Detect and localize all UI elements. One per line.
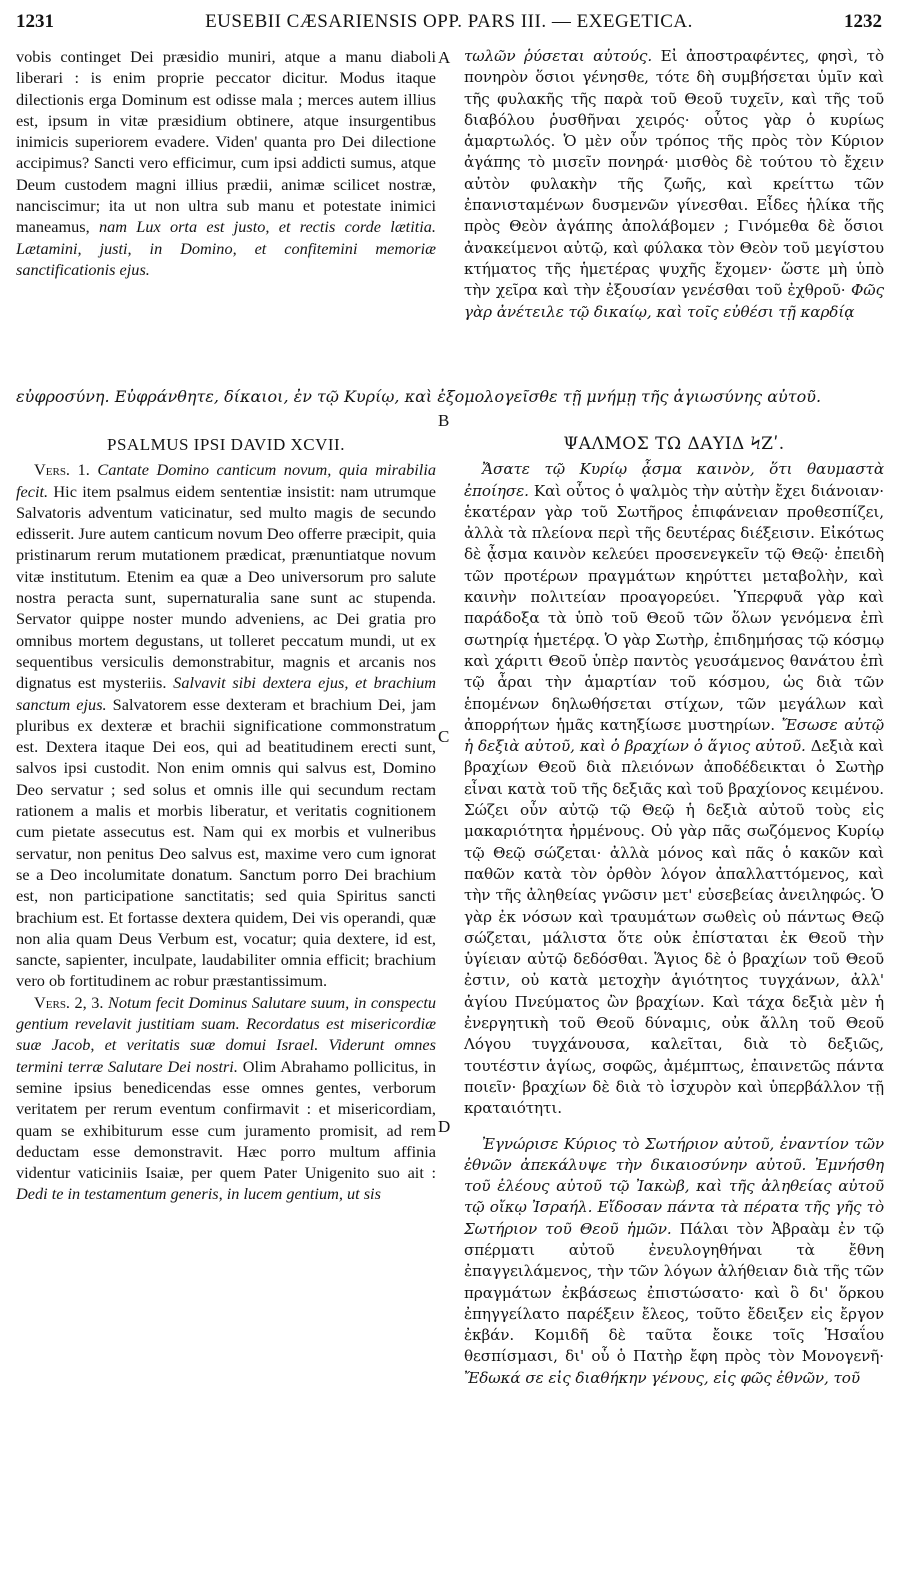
latin-text: Hic item psalmus eidem sententiæ insistit: nam utrumque Salvatoris adventum vaticinatur, sed multo magis de secundo edisserit. Jure autem canticum novum Deo offerre præcipit, quia pristinarum rerum mutationem prædicat, prænuntiatque novum vitæ institutum. Etenim ea quæ a Deo universorum pro salute nostra peracta sunt, supernaturalia sane sunt ac stupenda. Servator quippe noster mundo adveniens, ac Dei gratia pro omnibus mortem degustans, ut tolleret peccatum mundi, ut ex sequentibus versiculis demonstrabitur, magnis et arcanis nos dignatus est mysteriis. — [16, 481, 437, 693]
margin-marker-b: B — [438, 411, 450, 430]
greek-text: Πάλαι τὸν Ἀβραὰμ ἐν τῷ σπέρματι αὐτοῦ ἐνευλογηθήναι τὰ ἔθνη ἐπαγγειλάμενος, τὴν τῶν λόγων ἀλήθειαν διὰ τῆς τῶν πραγμάτων ἐκβάσεως ἐπιστώσατο· καὶ ὃ δι' ὅρκου ἐπηγγείλατο παρέξειν ἔλεος, τοῦτο ἔδειξεν εἰς ἔργον ἐκβάν. Κομιδῆ δὲ ταῦτα ἔοικε τοῖς Ἡσαΐου θεσπίσμασι, δι' οὗ ὁ Πατὴρ ἔφη πρὸς τὸν Μονογενῆ· — [464, 1219, 884, 1366]
latin-text: Olim Abrahamo pollicitus, in semine ipsius benedicendas esse omnes gentes, verborum veritatem per rerum eventum confirmavit : et misericordiam, quam se exhibiturum esse cum juramento promisit, ad rem deductam esse demonstravit. Hæc porro multum affinia videntur vaticiniis Isaiæ, per quem Pater Unigenito suo ait : — [16, 1056, 436, 1183]
latin-psalm-heading: PSALMUS IPSI DAVID XCVII. — [107, 435, 345, 454]
latin-text: vobis continget Dei præsidio muniri, atque a manu diaboli liberari : is enim proprie peccator dicitur. Modus itaque dilectionis erga Dominum est odisse mala ; merces autem illius est, ipsum in vitæ præsidium obtinere, atque insurgentibus inimicis superiorem evadere. Viden' quanta pro Dei dilectione accipimus? Sancti vero efficimur, cum ipsi addicti sumus, atque Deum custodem magni illius prædii, animæ scilicet nostræ, nanciscimur; ita ut non ultra sub manu et potestate inimici maneamus, — [16, 47, 436, 237]
greek-column-psalm — [464, 430, 884, 1389]
greek-quote: Ἄσατε τῷ Κυρίῳ ᾆσμα καινὸν, ὅτι θαυμαστὰ ἐποίησε. — [464, 460, 884, 500]
latin-quote: Cantate Domino canticum novum, quia mirabilia fecit. — [16, 460, 436, 501]
verse-label: Vers. 2, 3. — [34, 992, 104, 1012]
margin-marker-d: D — [438, 1117, 451, 1136]
greek-quote: Ἔδωκά σε εἰς διαθήκην γένους, εἰς φῶς ἐθνῶν, τοῦ — [464, 1368, 860, 1387]
latin-quote: nam Lux orta est justo, et rectis corde lætitia. Lætamini, justi, in Domino, et confitemini memoriæ sanctificationis ejus. — [16, 217, 436, 279]
page-number-left: 1231 — [16, 11, 54, 32]
greek-quote: Ἐγνώρισε Κύριος τὸ Σωτήριον αὐτοῦ, ἐναντίον τῶν ἐθνῶν ἀπεκάλυψε τὴν δικαιοσύνην αὐτοῦ. Ἐμνήσθη τοῦ ἐλέους αὐτοῦ τῷ Ἰακὼβ, καὶ τῆς ἀληθείας αὐτοῦ τῷ οἴκῳ Ἰσραήλ. Εἴδοσαν πάντα τὰ πέρατα τῆς γῆς τὸ Σωτήριον τοῦ Θεοῦ ἡμῶν. — [464, 1134, 884, 1238]
greek-psalm-heading: ΨΑΛΜΟΣ ΤΩ ΔΑΥΙΔ ϞΖʹ. — [563, 434, 785, 454]
running-header — [16, 6, 882, 38]
verse-label: Vers. 1. — [34, 460, 90, 480]
greek-quote: Φῶς γὰρ ἀνέτειλε τῷ δικαίῳ, καὶ τοῖς εὐθέσι τῇ καρδίᾳ — [464, 281, 884, 321]
greek-quote: τωλῶν ῥύσεται αὐτούς. — [464, 47, 653, 65]
greek-verse-2-3 — [464, 1134, 884, 1390]
latin-text: Salvatorem esse dexteram et brachium Dei, jam pluribus ex dexteræ et brachii significatione commonstratum est. Dextera itaque Dei eos, qui ad beatitudinem erecti sunt, salvos ipsi custodit. Non enim omnis qui salvus est, Domino Deo servatur ; sed solus et omnis ille qui secundum rectam rationem a malis et morbis liberatur, et veritatis cognitionem cum pietate assecutus est. Nam qui ex morbis et vulneribus servatur, non penitus Deo salvus est, maxime vero cum ignorat se a Deo incolumitate donatum. Sanctum porro Dei brachium est, non participatione sanctitatis; sed quia Spiritus sancti brachium est. Et fortasse dextera quidem, Dei vis operandi, quæ non alia quam Deus Verbum est, vocatur; quia dextere, id est, sancte, sapienter, inculpate, laudabiliter omnia efficit; brachium vero ob fortitudinem ac robur præstantissimum. — [16, 694, 436, 991]
greek-text: Καὶ οὗτος ὁ ψαλμὸς τὴν αὐτὴν ἔχει διάνοιαν· ἑκατέραν γὰρ τοῦ Σωτῆρος ἐπιφάνειαν προθεσπίζει, ἀλλὰ τὰ πλείονα περὶ τῆς δευτέρας διέξεισιν. Εἰκότως δὲ ᾆσμα καινὸν κελεύει προσενεγκεῖν τῷ Θεῷ· ἐπειδὴ τῶν προτέρων πραγμάτων κηρύττει μεταβολὴν, καὶ καινὴν πολιτείαν προαγορεύει. Ὑπερφυᾶ γὰρ καὶ παράδοξα τὰ ὑπὸ τοῦ Θεοῦ τῶν ὅλων γενόμενα ἐπὶ σωτηρίᾳ ἡμετέρᾳ. Ὁ γὰρ Σωτὴρ, ἐπιδημήσας τῷ κόσμῳ καὶ χάριτι Θεοῦ ὑπὲρ παντὸς γευσάμενος θανάτου ἐπὶ τῷ ἆραι τὴν ἁμαρτίαν τοῦ κόσμου, ὡς διὰ τῶν ἑπομένων δηλωθήσεται στίχων, τῶν μεγάλων καὶ ἀπορρήτων ἡμᾶς κατηξίωσε μυστηρίων. — [464, 481, 884, 734]
latin-quote: Salvavit sibi dextera ejus, et brachium sanctum ejus. — [16, 673, 436, 714]
greek-paragraph — [464, 46, 884, 323]
latin-column-psalm — [16, 430, 436, 1205]
greek-text: Εἰ ἀποστραφέντες, φησὶ, τὸ πονηρὸν ὅσιοι γένησθε, τότε δὴ συμβήσεται ὑμῖν καὶ τῆς φυλακῆς τῆς παρὰ τοῦ Θεοῦ τυχεῖν, καὶ τῆς τοῦ διαβόλου ῥυσθῆναι χειρός· οὗτος γὰρ ὁ κυρίως ἁμαρτωλός. Ὁ μὲν οὖν τρόπος τῆς πρὸς τὸν Κύριον ἀγάπης τὸ μισεῖν πονηρά· μισθὸς δὲ τούτου τὸ ἔχειν αὐτὸν φυλακὴν τῆς ζωῆς, καὶ κρείττω τῶν ἐπανισταμένων δυσμενῶν γίνεσθαι. Εἶδες ἡλίκα τῆς πρὸς Θεὸν ἀγάπης ἀπολάβομεν ; Γινόμεθα δὲ ὅσιοι ἀνακείμενοι αὐτῷ, καὶ φύλακα τὸν Θεὸν τοῦ μεγίστου κτήματος τῆς ἡμετέρας ψυχῆς ἔχομεν· ὥστε μὴ ὑπὸ τὴν χεῖρα καὶ τὴν ἐξουσίαν γενέσθαι τοῦ ἐχθροῦ· — [464, 47, 884, 300]
latin-verse-2-3 — [16, 992, 436, 1205]
latin-quote: Dedi te in testamentum generis, in lucem gentium, ut sis — [16, 1184, 381, 1204]
margin-marker-c: C — [438, 727, 450, 746]
greek-verse-1 — [464, 459, 884, 1119]
latin-quote: Notum fecit Dominus Salutare suum, in conspectu gentium revelavit justitiam suam. Recordatus est misericordiæ suæ Jacob, et veritatis suæ domui Israel. Viderunt omnes termini terræ Salutare Dei nostri. — [16, 992, 436, 1076]
latin-paragraph — [16, 46, 436, 280]
margin-marker-a: A — [438, 48, 451, 67]
greek-text: Δεξιὰ καὶ βραχίων Θεοῦ διὰ πλειόνων ἀποδέδεικται ὁ Σωτὴρ εἶναι κατὰ τοῦ τῆς δεξιᾶς καὶ τοῦ βραχίονος κειμένου. Σώζει οὖν αὐτῷ τῷ Θεῷ ἡ δεξιὰ αὐτοῦ τοὺς εἰς μακαριότητα ἠρμένους. Οὐ γὰρ πᾶς σωζόμενος Κυρίῳ τῷ Θεῷ σώζεται· ἀλλὰ μόνος καὶ πᾶς ὁ κακῶν καὶ παθῶν κατὰ τὸν ὀρθὸν λόγον ἀπαλλαττόμενος, καὶ τὴν τῆς ἀληθείας γνῶσιν μετ' εὐσεβείας ἀνειληφώς. Ὁ γὰρ ἐκ νόσων καὶ τραυμάτων σωθεὶς οὐ πάντως Θεῷ σώζεται, μάλιστα ὅτε οὐκ ἐπίσταται ἐκ Θεοῦ τὴν ὑγίειαν αὐτῷ δεδόσθαι. Ἅγιος δὲ ὁ βραχίων τοῦ Θεοῦ ἐστιν, οὐ κατὰ μετοχὴν ἁγιότητος τυγχάνων, ἀλλ' ἁγίου Πνεύματος ὢν βραχίων. Καὶ τάχα δεξιὰ μὲν ἡ ἐνεργητικὴ τοῦ Θεοῦ δύναμις, οὐκ ἄλλη τοῦ Θεοῦ Λόγου τυγχάνουσα, καλεῖται, διὰ τὸ δεξιῶς, τουτέστιν ἁγίως, σοφῶς, ἀμέμπτως, ἐπαινετῶς πάντα ποιεῖν· βραχίων δὲ διὰ τὸ ἰσχυρὸν καὶ ὑπερβάλλον τῇ κραταιότητι. — [464, 737, 885, 1118]
greek-column-top — [464, 46, 884, 323]
greek-quote: Ἔσωσε αὐτῷ ἡ δεξιὰ αὐτοῦ, καὶ ὁ βραχίων ὁ ἅγιος αὐτοῦ. — [464, 715, 885, 756]
page-title: EUSEBII CÆSARIENSIS OPP. PARS III. — EXEGETICA. — [205, 11, 693, 32]
spanning-line: εὐφροσύνη. Εὐφράνθητε, δίκαιοι, ἐν τῷ Κυρίῳ, καὶ ἐξομολογεῖσθε τῇ μνήμῃ τῆς ἁγιωσύνης αὐτοῦ. — [16, 387, 822, 406]
latin-column-top — [16, 46, 436, 280]
page-number-right: 1232 — [844, 11, 882, 32]
latin-verse-1 — [16, 459, 436, 991]
